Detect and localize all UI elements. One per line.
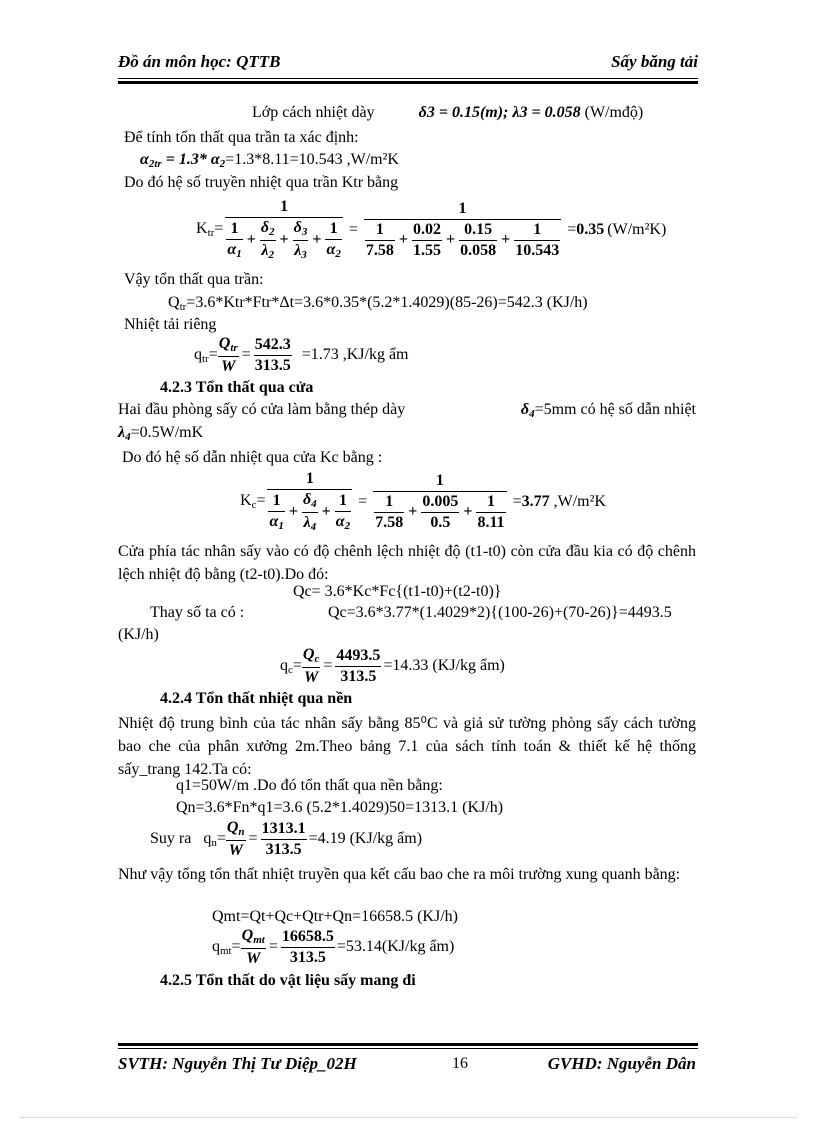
page-number: 16 [452,1055,468,1072]
qmt-line: Qmt=Qt+Qc+Qtr+Qn=16658.5 (KJ/h) [212,908,458,925]
qc-formula: Qc= 3.6*Kc*Fc{(t1-t0)+(t2-t0)} [293,583,502,600]
qtr-spec-equation: $q_{tr}=$ $\frac{Q_{tr}}{W}$ = $\frac{542.3}{313.5}$ =1.73 ,KJ/kg ẩm [194,335,409,375]
header-rule-thick [118,81,698,84]
header-rule-thin [118,78,698,79]
ceiling-intro: Để tính tổn thất qua trần ta xác định: [124,129,359,146]
ktr-intro: Do đó hệ số truyền nhiệt qua trần Ktr bằng [124,174,399,191]
insulation-formula: δ3 = 0.15(m); λ3 = 0.058 [418,104,581,121]
heading-4-2-3: 4.2.3 Tổn thất qua cửa [160,379,314,396]
q1-line: q1=50W/m .Do đó tổn thất qua nền bằng: [176,777,443,794]
qc-value: Qc=3.6*3.77*(1.4029*2){(100-26)+(70-26)}=4493.5 [328,604,672,621]
footer-supervisor: GVHD: Nguyễn Dân [547,1054,696,1073]
total-paragraph: Như vậy tổng tổn thất nhiệt truyền qua kết cấu bao che ra môi trường xung quanh bằng: [118,866,681,883]
ktr-result: 0.35 [576,220,605,238]
footer-rule-thin [118,1048,698,1049]
footer-student: SVTH: Nguyễn Thị Tư Diệp_02H [118,1054,357,1073]
qc-spec-equation: $q_c=$ $\frac{Q_c}{W}$ = $\frac{4493.5}{313.5}$ =14.33 (KJ/kg ẩm) [280,646,505,686]
qmt-spec-equation: $q_{mt}=$ $\frac{Q_{mt}}{W}$ = $\frac{16658.5}{313.5}$ =53.14(KJ/kg ẩm) [212,927,455,967]
door-paragraph-1: Hai đầu phòng sấy có cửa làm bằng thép dày $\delta_4=5mm$ có hệ số dẫn nhiệt [118,401,696,420]
alpha2tr-line: $\alpha_{2tr} = 1.3*$ $\alpha_2=1.3*8.11=10.543$ ,W/m²K [140,151,399,170]
floor-paragraph: Nhiệt độ trung bình của tác nhân sấy bằng 85⁰C và giả sử tường phòng sấy cách tường bao che của phân xưởng 2m.Theo bảng 7.1 của sách tính toán & thiết kế hệ thống sấy_trang 142.Ta có: [118,715,696,778]
heading-4-2-5: 4.2.5 Tổn thất do vật liệu sấy mang đi [160,972,416,989]
header-left: Đồ án môn học: QTTB [118,52,281,71]
door-paragraph-2: Cửa phía tác nhân sấy vào có độ chênh lệch nhiệt độ (t1-t0) còn cửa đầu kia có độ chênh lệch nhiệt độ bằng (t2-t0).Do đó: [118,543,696,583]
thay-so-label: Thay số ta có : [150,604,245,621]
ktr-equation: $K_{tr}=$ 1 $\frac{1}{\alpha_1}$ + $\frac{\delta_2}{\lambda_2}$ + $\frac{\delta_3}{\lambda_3}$ + $\frac{1}{\alpha_2}$ = 1 $\frac{1}{7.58}$ + $\frac{0.02}{1.55}$ + $\frac{0.15}{0.058}$ + $\frac{1}{10.543}$ = 0.35 (W/m²K) [196,198,667,261]
qn-spec-equation: Suy ra $q_n=$ $\frac{Q_n}{W}$ = $\frac{1313.1}{313.5}$ =4.19 (KJ/kg ẩm) [150,819,423,859]
qc-unit: (KJ/h) [118,626,159,643]
qtr-line: $Q_{tr}=3.6*Ktr*Ftr*\Delta t=3.6*0.35*(5.2*1.4029)(85-26)=542.3$ (KJ/h) [168,294,588,313]
footer-rule-thick [118,1043,698,1046]
kc-equation: $K_c=$ 1 $\frac{1}{\alpha_1}$ + $\frac{\delta_4}{\lambda_4}$ + $\frac{1}{\alpha_2}$ = 1 $\frac{1}{7.58}$ + $\frac{0.005}{0.5}$ + $\frac{1}{8.11}$ = 3.77 ,W/m²K [240,470,606,533]
qn-line: Qn=3.6*Fn*q1=3.6 (5.2*1.4029)50=1313.1 (KJ/h) [176,799,504,816]
header-right: Sấy băng tải [611,52,698,71]
heading-4-2-4: 4.2.4 Tổn thất nhiệt qua nền [160,690,353,707]
specific-load-label: Nhiệt tải riêng [124,316,217,333]
ceiling-loss-intro: Vậy tổn thất qua trần: [124,271,264,288]
kc-intro: Do đó hệ số dẫn nhiệt qua cửa Kc bằng : [122,449,383,466]
page-edge-line [20,1117,796,1118]
kc-result: 3.77 [521,492,550,510]
insulation-line: Lớp cách nhiệt dày δ3 = 0.15(m); λ3 = 0.058 (W/mđộ) [252,104,644,121]
door-paragraph-1b: $\lambda_4=0.5W/mK$ [118,424,204,443]
